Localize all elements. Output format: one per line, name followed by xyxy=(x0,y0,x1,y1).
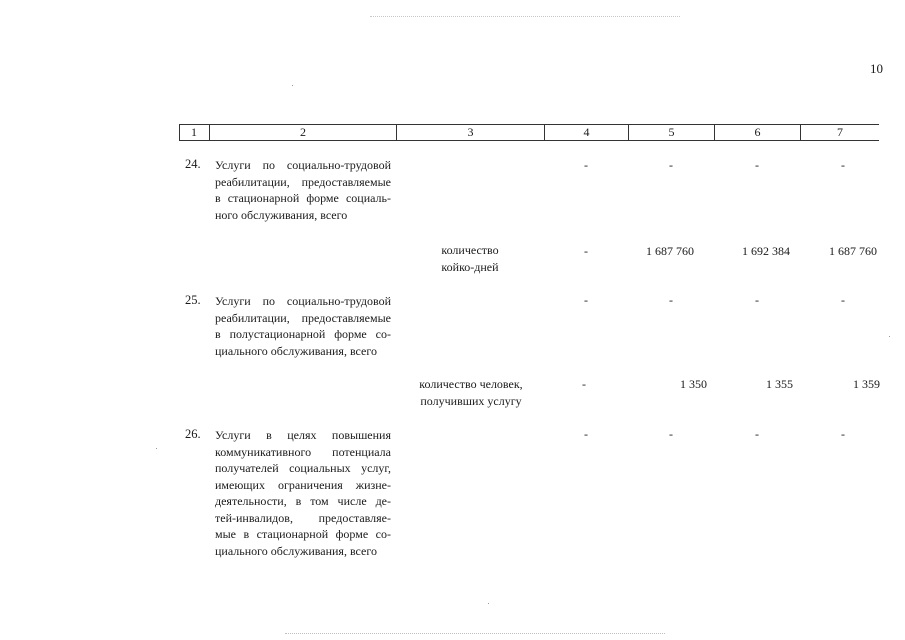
col5-dash: - xyxy=(669,293,673,307)
header-col-5 xyxy=(628,124,714,141)
unit-line: получивших услугу xyxy=(420,394,522,408)
header-col-3 xyxy=(396,124,544,141)
unit-line: количество xyxy=(441,243,499,257)
row-number: 24. xyxy=(185,157,201,171)
col6-dash: - xyxy=(755,293,759,307)
value-col6: 1 692 384 xyxy=(742,244,790,258)
unit-line: количество человек, xyxy=(419,377,523,391)
col5-dash: - xyxy=(669,427,673,441)
header-col-6-label: 6 xyxy=(754,125,761,139)
table-header-row xyxy=(179,124,879,141)
description-line: реабилитации, предоставляемые xyxy=(215,174,391,189)
description-line: в полустационарной форме со- xyxy=(215,327,391,341)
header-col-6 xyxy=(714,124,800,141)
header-col-3-label: 3 xyxy=(467,125,474,139)
unit-label xyxy=(420,242,520,276)
unit-label xyxy=(405,376,537,410)
value-col4: - xyxy=(584,244,588,258)
col4-dash: - xyxy=(584,293,588,307)
col4-dash: - xyxy=(584,158,588,172)
col7-dash: - xyxy=(841,293,845,307)
value-col5: 1 350 xyxy=(680,377,707,391)
description-line: Услуги по социально-трудовой xyxy=(215,158,391,172)
header-col-7 xyxy=(800,124,879,141)
unit-line: койко-дней xyxy=(441,260,499,274)
description-line: в стационарной форме социаль- xyxy=(215,191,391,205)
row-description xyxy=(215,157,391,223)
header-col-2 xyxy=(209,124,396,141)
header-col-1 xyxy=(179,124,209,141)
row-description xyxy=(215,427,391,559)
col6-dash: - xyxy=(755,158,759,172)
scan-speck xyxy=(488,603,489,604)
row-number: 25. xyxy=(185,293,201,307)
col4-dash: - xyxy=(584,427,588,441)
scan-speck xyxy=(156,448,157,449)
description-line: мые в стационарной форме со- xyxy=(215,527,391,541)
description-line: циального обслуживания, всего xyxy=(215,543,377,558)
header-col-7-label: 7 xyxy=(837,125,843,139)
page-number: 10 xyxy=(870,61,883,76)
description-line: циального обслуживания, всего xyxy=(215,343,377,358)
header-col-1-label: 1 xyxy=(191,125,197,139)
scan-artifact-top xyxy=(370,16,680,18)
header-col-4 xyxy=(544,124,628,141)
description-line: коммуникативного потенциала xyxy=(215,444,391,459)
value-col6: 1 355 xyxy=(766,377,793,391)
description-line: ного обслуживания, всего xyxy=(215,207,348,222)
col7-dash: - xyxy=(841,158,845,172)
value-col7: 1 687 760 xyxy=(829,244,877,258)
col6-dash: - xyxy=(755,427,759,441)
scan-speck xyxy=(889,336,890,337)
scan-artifact-bottom xyxy=(285,633,665,635)
description-line: получателей социальных услуг, xyxy=(215,461,391,475)
description-line: Услуги по социально-трудовой xyxy=(215,294,391,308)
header-col-2-label: 2 xyxy=(300,125,306,139)
description-line: Услуги в целях повышения xyxy=(215,428,391,442)
description-line: реабилитации, предоставляемые xyxy=(215,310,391,325)
description-line: деятельности, в том числе де- xyxy=(215,494,391,508)
scan-speck xyxy=(292,85,293,86)
value-col5: 1 687 760 xyxy=(646,244,694,258)
header-col-4-label: 4 xyxy=(583,125,590,139)
value-col7: 1 359 xyxy=(853,377,880,391)
row-number: 26. xyxy=(185,427,201,441)
col5-dash: - xyxy=(669,158,673,172)
row-description xyxy=(215,293,391,359)
description-line: тей-инвалидов, предоставляе- xyxy=(215,510,391,525)
description-line: имеющих ограничения жизне- xyxy=(215,477,391,492)
col7-dash: - xyxy=(841,427,845,441)
value-col4: - xyxy=(582,377,586,391)
header-col-5-label: 5 xyxy=(668,125,675,139)
